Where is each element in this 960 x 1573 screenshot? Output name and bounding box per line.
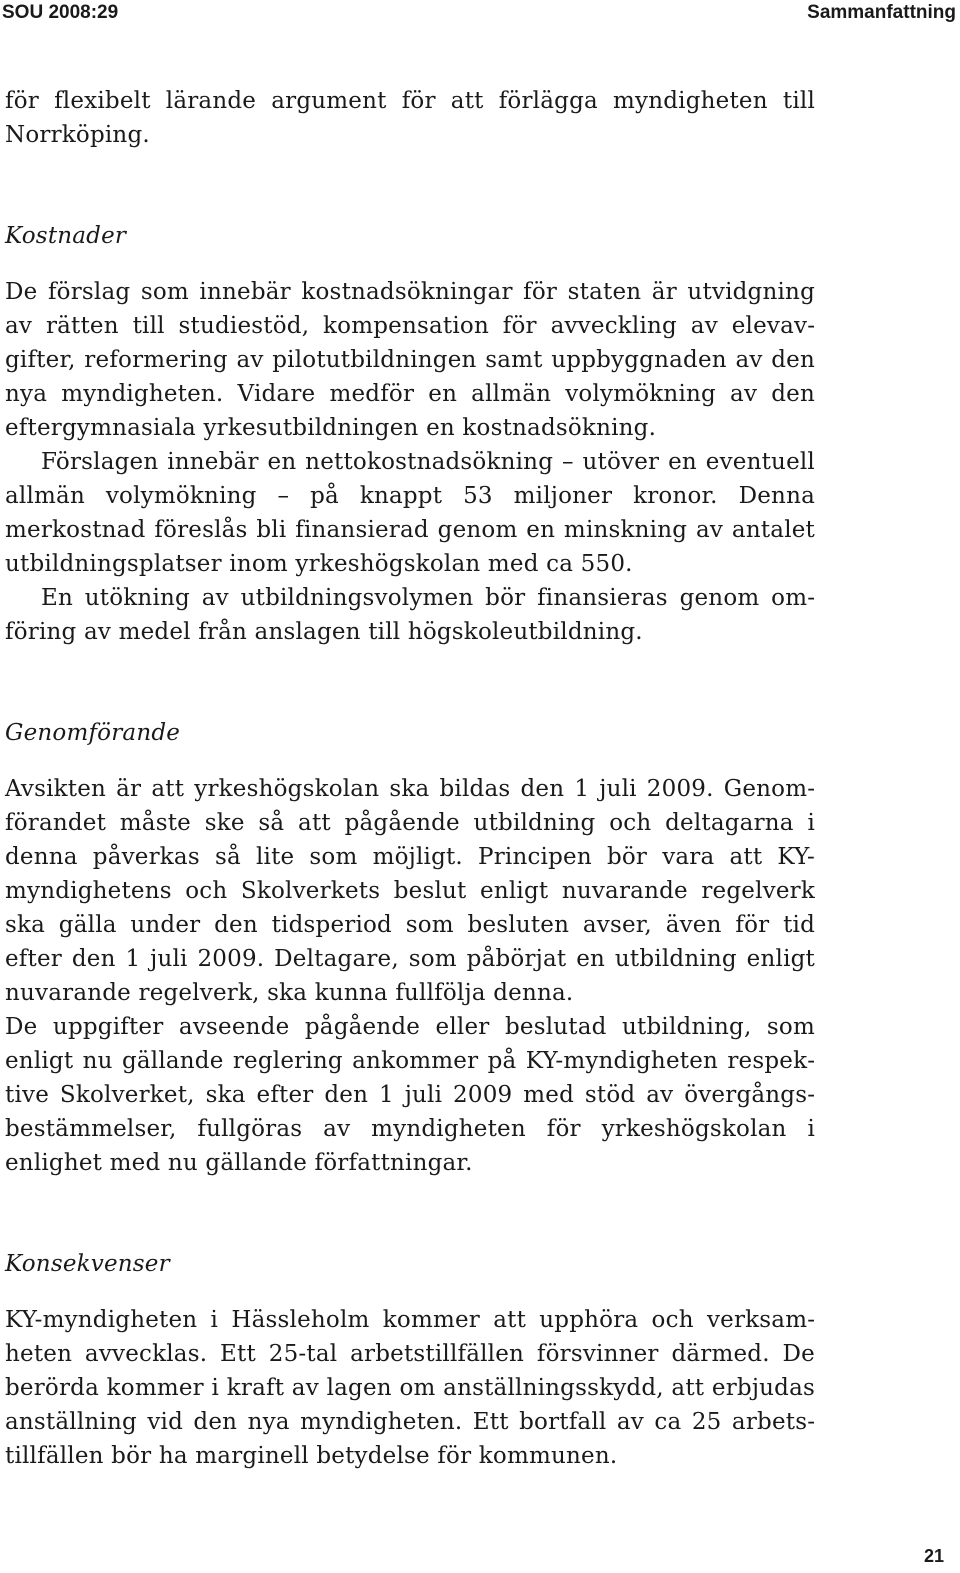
section-title: Sammanfattning — [807, 2, 956, 23]
heading-genomforande: Genomförande — [5, 720, 181, 746]
intro-paragraph: för flexibelt lärande argument för att förlägga myndigheten till Norrköping. — [5, 88, 815, 148]
page-number: 21 — [923, 1546, 944, 1566]
heading-konsekvenser: Konsekvenser — [5, 1251, 170, 1277]
heading-kostnader: Kostnader — [5, 223, 127, 249]
page-body — [5, 84, 815, 1473]
document-id: SOU 2008:29 — [2, 2, 119, 23]
konsekvenser-paragraph-1: KY-myndigheten i Hässleholm kommer att upphöra och verksamheten avvecklas. Ett 25-tal arbetstillfällen försvinner därmed. De berörda kommer i kraft av lagen om anställningsskydd, att erbjudas anställning vid den nya myndigheten. Ett bortfall av ca 25 arbetstillfällen bör ha marginell betydelse för kommunen. — [5, 1307, 815, 1469]
genomforande-paragraph-1: Avsikten är att yrkeshögskolan ska bildas den 1 juli 2009. Genomförandet måste ske så att pågående utbildning och deltagarna i denna påverkas så lite som möjligt. Principen bör vara att KY-myndighetens och Skolverkets beslut enligt nuvarande regelverk ska gälla under den tidsperiod som besluten avser, även för tid efter den 1 juli 2009. Deltagare, som påbörjat en utbildning enligt nuvarande regelverk, ska kunna fullfölja denna. — [5, 776, 815, 1006]
genomforande-paragraph-2: De uppgifter avseende pågående eller beslutad utbildning, som enligt nu gällande reglering ankommer på KY-myndigheten respektive Skolverket, ska efter den 1 juli 2009 med stöd av övergångsbestämmelser, fullgöras av myndigheten för yrkeshögskolan i enlighet med nu gällande författningar. — [5, 1014, 815, 1176]
kostnader-paragraph-1: De förslag som innebär kostnadsökningar för staten är utvidgning av rätten till studiestöd, kompensation för avveckling av elevavgifter, reformering av pilotutbildningen samt uppbyggnaden av den nya myndigheten. Vidare medför en allmän volymökning av den eftergymnasiala yrkesutbildningen en kostnadsökning. — [5, 279, 815, 441]
running-header — [0, 0, 960, 26]
kostnader-paragraph-2: Förslagen innebär en nettokostnadsökning – utöver en eventuell allmän volymökning – på knappt 53 miljoner kronor. Denna merkostnad föreslås bli finansierad genom en minskning av antalet utbildningsplatser inom yrkeshögskolan med ca 550. — [5, 449, 815, 577]
kostnader-paragraph-3: En utökning av utbildningsvolymen bör finansieras genom omföring av medel från anslagen till högskoleutbildning. — [5, 585, 815, 645]
